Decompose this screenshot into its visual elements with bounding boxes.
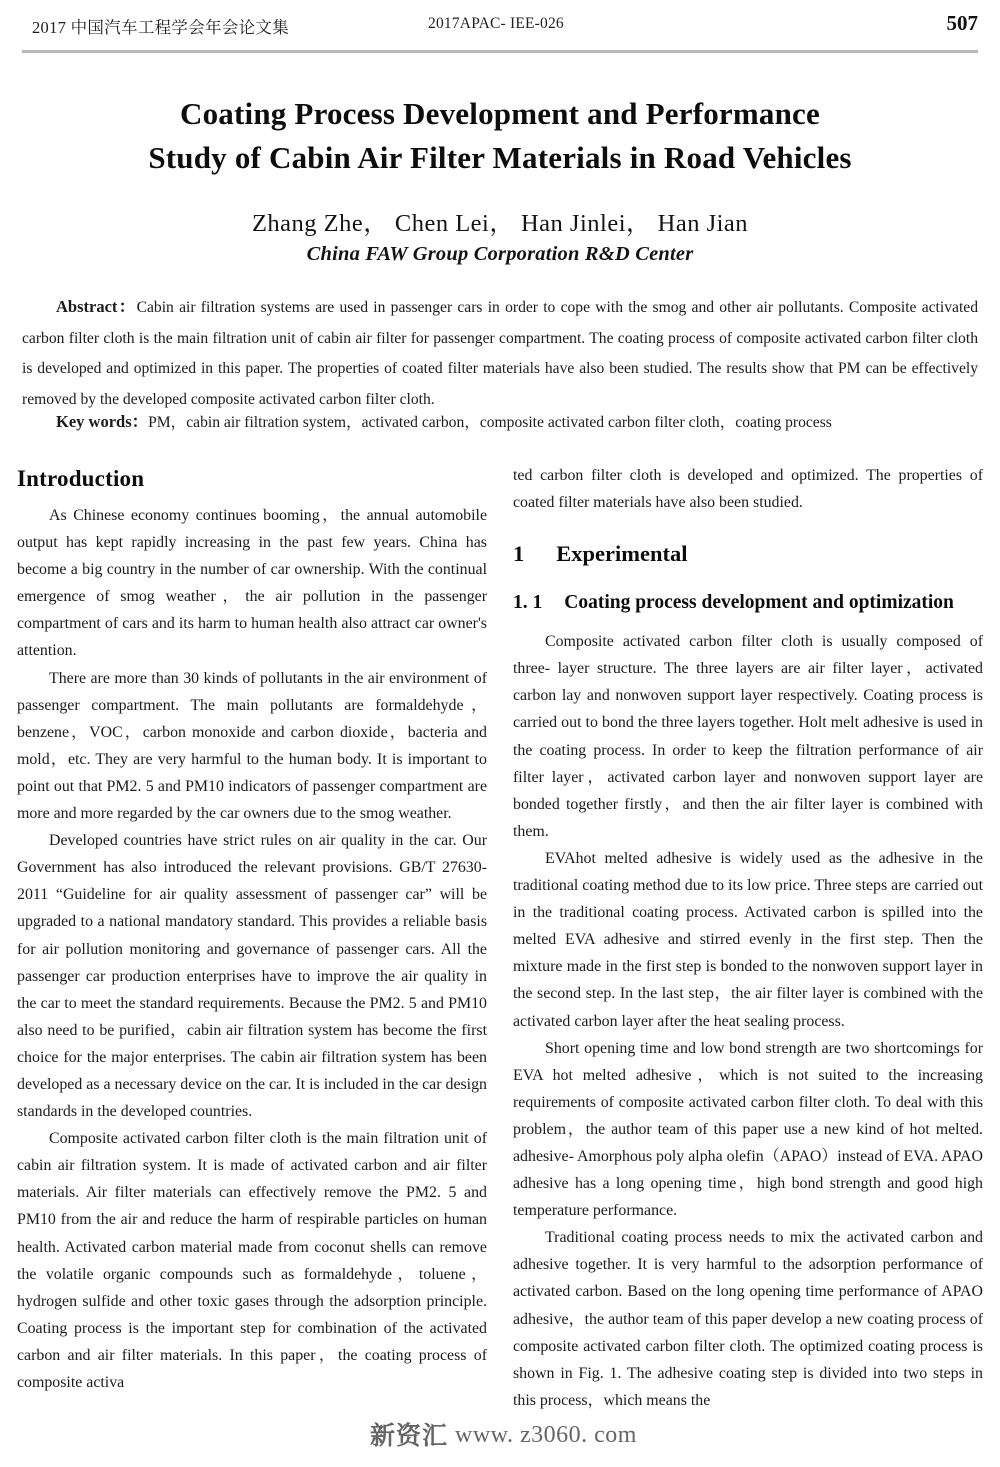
keywords-block bbox=[22, 407, 978, 439]
abstract-label: Abstract： bbox=[56, 297, 137, 316]
title-line-2: Study of Cabin Air Filter Materials in Road Vehicles bbox=[148, 140, 852, 175]
page-number: 507 bbox=[946, 11, 978, 35]
section-1-1-title: Coating process development and optimization bbox=[564, 592, 954, 614]
section-1-1-heading bbox=[513, 588, 983, 618]
right-continuation-paragraph: ted carbon filter cloth is developed and optimized. The properties of coated filter materials have also been studied. bbox=[513, 467, 983, 512]
right-paragraph-1: Composite activated carbon filter cloth is usually composed of three- layer structure. The three layers are air filter layer，activated carbon lay and nonwoven support layer respectively. Coating process is carried out to bond the three layers together. Holt melt adhesive is used in the coating process. In order to keep the filtration performance of air filter layer，activated carbon layer and nonwoven support layer are bonded together firstly，and then the air filter layer is combined with them. bbox=[513, 633, 983, 840]
abstract-block bbox=[22, 292, 978, 415]
right-paragraph-3: Short opening time and low bond strength are two shortcomings for EVA hot melted adhesive，which is not suited to the increasing requirements of composite activated carbon filter cloth. To deal with this problem，the author team of this paper use a new kind of hot melted. adhesive- Amorphous poly alpha olefin（APAO）instead of EVA. APAO adhesive has a long opening time，high bond strength and good high temperature performance. bbox=[513, 1039, 983, 1220]
keywords-text: PM，cabin air filtration system，activated carbon，composite activated carbon filter cloth，coating process bbox=[148, 414, 832, 431]
keywords-label: Key words： bbox=[56, 412, 149, 431]
section-1-1-number: 1. 1 bbox=[513, 592, 543, 614]
right-column bbox=[513, 462, 983, 1414]
left-paragraph-2: There are more than 30 kinds of pollutants in the air environment of passenger compartment. The main pollutants are formaldehyde，benzene，VOC，carbon monoxide and carbon dioxide，bacteria and mold，etc. They are very harmful to the human body. It is important to point out that PM2. 5 and PM10 indicators of passenger compartment are more and more regarded by the car owners due to the smog weather. bbox=[17, 669, 487, 823]
left-paragraph-3: Developed countries have strict rules on air quality in the car. Our Government has also introduced the relevant provisions. GB/T 27630- 2011 “Guideline for air quality assessment of passenger car” will be upgraded to a national mandatory standard. This provides a reliable basis for air pollution monitoring and governance of passenger cars. All the passenger car production enterprises have to improve the air quality in the car to meet the standard requirements. Because the PM2. 5 and PM10 also need to be purified，cabin air filtration system has become the first choice for the major enterprises. The cabin air filtration system has been developed as a necessary device on the car. It is included in the car design standards in the developed countries. bbox=[17, 832, 487, 1121]
header-divider bbox=[22, 50, 978, 53]
left-paragraph-1: As Chinese economy continues booming，the annual automobile output has kept rapidly increasing in the past few years. China has become a big country in the number of car ownership. With the continual emergence of smog weather，the air pollution in the passenger compartment of cars and its harm to human health also attract car owner's attention. bbox=[17, 507, 487, 660]
affiliation: China FAW Group Corporation R&D Center bbox=[306, 243, 694, 265]
running-head-paper-id: 2017APAC- IEE-026 bbox=[428, 15, 564, 32]
watermark bbox=[370, 1416, 670, 1458]
section-1-heading bbox=[513, 538, 983, 570]
running-head bbox=[24, 11, 978, 44]
abstract-paragraph bbox=[22, 292, 978, 415]
watermark-url-text: www. z3060. com bbox=[455, 1422, 637, 1448]
watermark-chinese-text: 新资汇 bbox=[370, 1421, 449, 1450]
author-list: Zhang Zhe， Chen Lei， Han Jinlei， Han Jian bbox=[251, 210, 749, 237]
right-paragraph-2: EVAhot melted adhesive is widely used as the adhesive in the traditional coating method due to its low price. Three steps are carried out in the traditional coating process. Activated carbon is spilled into the melted EVA adhesive and stirred evenly in the first step. Then the mixture made in the first step is bonded to the nonwoven support layer in the second step. In the last step，the air filter layer is combined with the activated carbon layer after the heat sealing process. bbox=[513, 849, 983, 1030]
page-title bbox=[60, 92, 940, 180]
left-column bbox=[17, 462, 487, 1396]
introduction-heading: Introduction bbox=[17, 466, 145, 491]
running-head-left-text: 2017 中国汽车工程学会年会论文集 bbox=[32, 18, 290, 37]
abstract-text: Cabin air filtration systems are used in passenger cars in order to cope with the smog and other air pollutants. Composite activated carbon filter cloth is the main filtration unit of cabin air filter for passenger compartment. The coating process of composite activated carbon filter cloth is developed and optimized in this paper. The properties of coated filter materials have also been studied. The results show that PM can be effectively removed by the developed composite activated carbon filter cloth. bbox=[22, 299, 978, 408]
title-line-1: Coating Process Development and Performance bbox=[180, 96, 820, 131]
section-1-title: Experimental bbox=[556, 541, 688, 567]
right-paragraph-4: Traditional coating process needs to mix the activated carbon and adhesive together. It is very harmful to the adsorption performance of activated carbon. Based on the long opening time performance of APAO adhesive，the author team of this paper develop a new coating process of composite activated carbon filter cloth. The optimized coating process is shown in Fig. 1. The adhesive coating step is divided into two steps in this process，which means the bbox=[513, 1229, 983, 1409]
section-1-number: 1 bbox=[513, 541, 525, 567]
left-paragraph-4: Composite activated carbon filter cloth is the main filtration unit of cabin air filtration system. It is made of activated carbon and air filter materials. Air filter materials can effectively remove the PM2. 5 and PM10 from the air and reduce the harm of respirable particles on human health. Activated carbon material made from coconut shells can remove the volatile organic compounds such as formaldehyde，toluene，hydrogen sulfide and other toxic gases through the adsorption principle. Coating process is the important step for combination of the activated carbon and air filter materials. In this paper，the coating process of composite activa bbox=[17, 1130, 487, 1391]
